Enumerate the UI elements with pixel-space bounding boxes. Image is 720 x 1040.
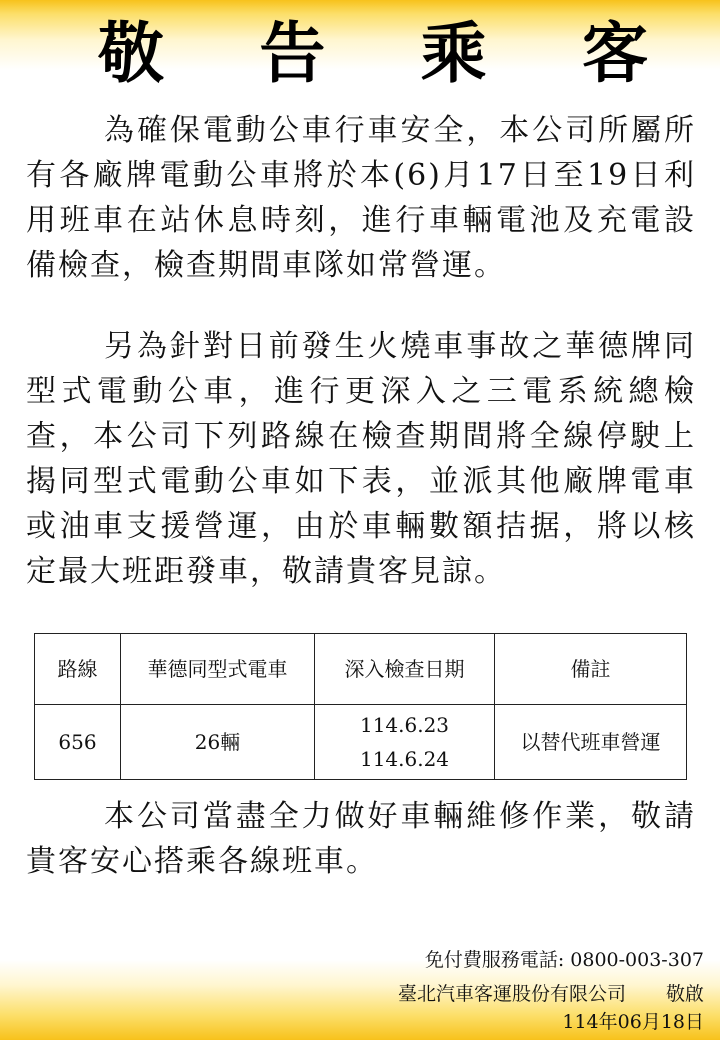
company-name: 臺北汽車客運股份有限公司 — [397, 983, 626, 1005]
title-char-3: 乘 — [420, 15, 487, 92]
service-hotline: 免付費服務電話: 0800-003-307 — [424, 949, 704, 971]
paragraph-inspection: 為確保電動公車行車安全，本公司所屬所有各廠牌電動公車將於本(6)月17日至19日利用班車在站休息時刻，進行車輛電池及充電設備檢查，檢查期間車隊如常營運。 — [26, 113, 696, 283]
header-vehicles: 華德同型式電車 — [121, 634, 315, 705]
header-inspection-date: 深入檢查日期 — [315, 634, 495, 705]
company-signature — [104, 980, 704, 1008]
paragraph-suspension: 另為針對日前發生火燒車事故之華德牌同型式電動公車，進行更深入之三電系統總檢查，本公司下列路線在檢查期間將全線停駛上揭同型式電動公車如下表，並派其他廠牌電車或油車支援營運，由於車輛數額拮据，將以核定最大班距發車，敬請貴客見諒。 — [26, 329, 696, 589]
inspection-date-2: 114.6.24 — [359, 747, 450, 771]
inspection-date-1: 114.6.23 — [359, 713, 450, 737]
header-note: 備註 — [495, 634, 687, 705]
suspension-table — [34, 633, 687, 780]
table-row — [35, 705, 687, 780]
table-header-row — [35, 634, 687, 705]
notice-date: 114年06月18日 — [562, 1011, 704, 1033]
cell-note: 以替代班車營運 — [495, 705, 687, 780]
cell-inspection-date — [315, 705, 495, 780]
cell-vehicles: 26輛 — [121, 705, 315, 780]
title-char-4: 客 — [581, 15, 648, 92]
sign-off: 敬啟 — [665, 983, 704, 1005]
title-char-1: 敬 — [98, 15, 164, 92]
title-char-2: 告 — [259, 15, 326, 92]
header-route: 路線 — [35, 634, 121, 705]
paragraph-closing: 本公司當盡全力做好車輛維修作業，敬請貴客安心搭乘各線班車。 — [26, 799, 696, 879]
notice-title — [0, 14, 720, 94]
cell-route: 656 — [35, 705, 121, 780]
